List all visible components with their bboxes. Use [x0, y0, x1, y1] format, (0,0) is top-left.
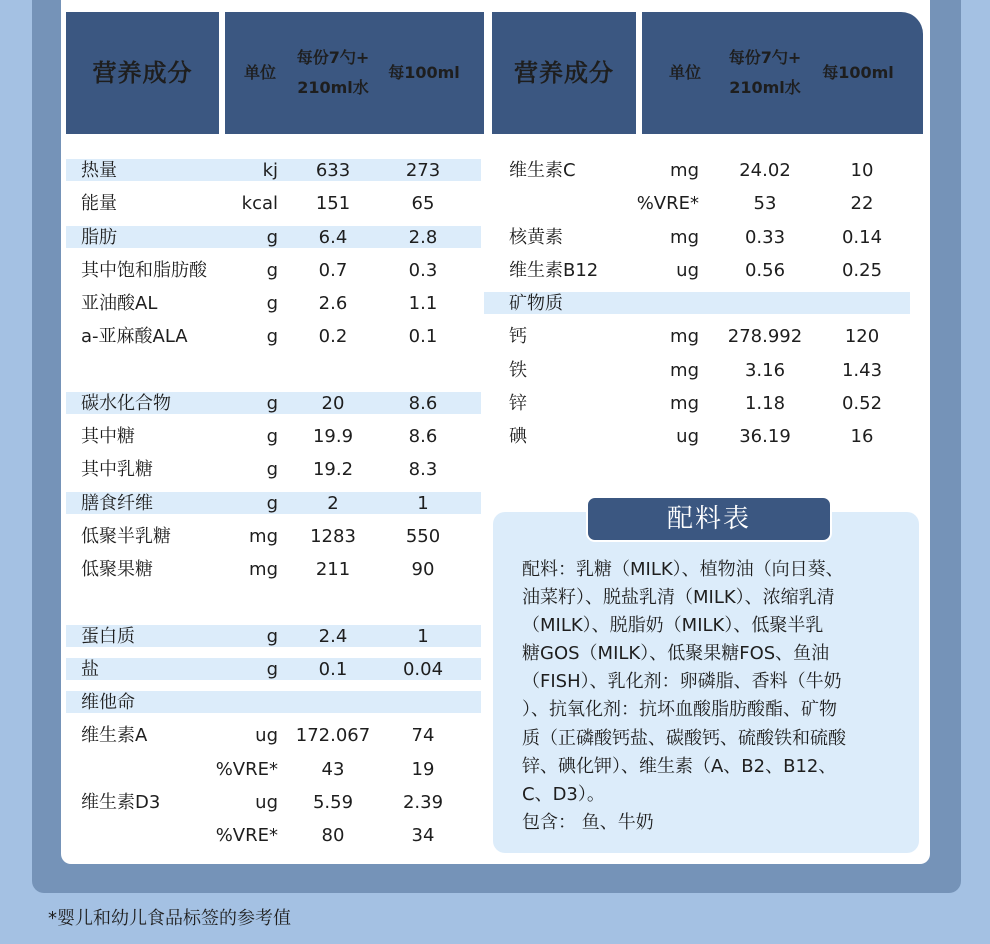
value-per-100ml [383, 686, 463, 719]
value-per-serving: 3.16 [744, 359, 786, 381]
nutrient-unit: %VRE* [636, 193, 699, 215]
value-per-100ml: 1 [417, 492, 429, 514]
nutrient-name: 碘 [509, 426, 527, 447]
value-per-serving: 0.2 [318, 326, 348, 348]
value-per-serving: 80 [321, 825, 345, 846]
nutrient-name: 铁 [509, 359, 527, 381]
nutrient-name: 亚油酸AL [81, 293, 158, 314]
header-unit-label: 单位 [243, 63, 276, 82]
value-per-100ml: 90 [411, 559, 435, 580]
value-per-100ml: 2.8 [408, 226, 438, 248]
nutrient-unit: g [266, 459, 278, 481]
value-per-100ml: 74 [411, 725, 435, 747]
value-per-100ml: 2.39 [402, 791, 444, 813]
value-per-100ml [822, 287, 902, 320]
value-per-100ml: 273 [405, 160, 441, 181]
nutrient-unit: g [266, 226, 278, 248]
value-per-serving [288, 586, 378, 619]
value-per-100ml: 16 [850, 426, 874, 447]
nutrient-name: 其中饱和脂肪酸 [81, 259, 207, 281]
value-per-serving: 43 [321, 758, 345, 780]
value-per-100ml: 550 [405, 525, 441, 547]
header-title-right: 营养成分 [514, 59, 614, 87]
value-per-100ml: 19 [411, 758, 435, 780]
value-per-100ml [383, 354, 463, 387]
value-per-100ml: 0.14 [841, 226, 883, 248]
nutrient-unit: g [266, 293, 278, 314]
nutrient-name: 能量 [81, 193, 117, 215]
ingredients-line: 锌、碘化钾）、维生素（A、B2、B12、 [522, 755, 837, 777]
footnote: *婴儿和幼儿食品标签的参考值 [48, 908, 291, 929]
header-per-serving-line1: 每份7勺+ [296, 48, 370, 67]
value-per-serving: 19.9 [312, 426, 354, 447]
value-per-serving [720, 287, 810, 320]
nutrient-unit: ug [255, 725, 278, 747]
nutrient-unit: %VRE* [215, 825, 278, 846]
nutrient-unit: mg [249, 525, 278, 547]
nutrient-name: 维生素B12 [509, 259, 599, 281]
nutrient-name: 盐 [81, 658, 99, 680]
ingredients-line: （MILK）、脱脂奶（MILK）、低聚半乳 [522, 615, 824, 637]
nutrient-unit [200, 586, 278, 619]
header-per100-right [813, 12, 903, 134]
value-per-serving: 0.56 [744, 259, 786, 281]
value-per-100ml: 1.43 [841, 359, 883, 381]
nutrient-unit [200, 354, 278, 387]
header-title-left: 营养成分 [92, 59, 193, 87]
nutrient-name: 维生素D3 [81, 791, 161, 813]
ingredients-line: 油菜籽）、脱盐乳清（MILK）、浓缩乳清 [522, 587, 835, 609]
nutrient-name: 其中乳糖 [81, 459, 153, 481]
nutrient-unit: mg [670, 226, 699, 248]
header-per100-left [379, 12, 469, 134]
value-per-100ml [383, 586, 463, 619]
value-per-100ml: 8.6 [408, 392, 438, 414]
nutrient-unit: g [266, 392, 278, 414]
value-per-100ml: 65 [411, 193, 435, 215]
value-per-100ml: 0.3 [408, 259, 438, 281]
nutrient-unit: mg [670, 392, 699, 414]
value-per-serving: 24.02 [739, 160, 791, 181]
nutrient-unit: g [266, 326, 278, 348]
nutrient-unit: mg [670, 359, 699, 381]
ingredients-line: 配料：乳糖（MILK）、植物油（向日葵、 [522, 559, 844, 580]
nutrient-name: 维生素A [81, 725, 148, 747]
header-per100-label: 每100ml [388, 63, 460, 82]
nutrient-name: 蛋白质 [81, 625, 135, 647]
header-unit-right [650, 12, 720, 134]
nutrient-unit: g [266, 658, 278, 680]
value-per-100ml: 0.1 [408, 326, 438, 348]
value-per-serving: 5.59 [312, 791, 354, 813]
header-per-serving-line2: 210ml水 [297, 78, 369, 97]
nutrient-unit: mg [670, 160, 699, 181]
value-per-100ml: 10 [850, 160, 874, 181]
ingredients-line: 糖GOS（MILK）、低聚果糖FOS、鱼油 [522, 643, 830, 665]
ingredients-line: （FISH）、乳化剂：卵磷脂、香料（牛奶 [522, 671, 842, 693]
value-per-100ml: 8.3 [408, 459, 438, 481]
nutrient-name: 维他命 [81, 692, 135, 713]
value-per-serving: 20 [321, 392, 345, 414]
value-per-serving: 6.4 [318, 226, 348, 248]
nutrient-name: 其中糖 [81, 426, 135, 447]
value-per-100ml: 34 [411, 825, 435, 846]
nutrient-unit: %VRE* [215, 758, 278, 780]
value-per-serving: 2.4 [318, 625, 348, 647]
value-per-serving: 2 [327, 492, 339, 514]
value-per-100ml: 1 [417, 625, 429, 647]
ingredients-text [522, 556, 898, 837]
nutrient-unit: g [266, 259, 278, 281]
nutrient-unit: kj [262, 160, 278, 181]
ingredients-title: 配料表 [586, 496, 832, 542]
nutrient-name: a-亚麻酸ALA [81, 326, 188, 348]
nutrient-name: 维生素C [509, 160, 576, 181]
value-per-serving: 2.6 [318, 293, 348, 314]
value-per-serving: 1283 [310, 525, 356, 547]
value-per-serving [288, 686, 378, 719]
value-per-serving: 0.33 [744, 226, 786, 248]
value-per-serving: 172.067 [295, 725, 371, 747]
ingredients-line: 质（正磷酸钙盐、碳酸钙、硫酸铁和硫酸 [522, 727, 846, 749]
header-per-serving-line1: 每份7勺+ [728, 48, 802, 67]
nutrient-unit: mg [249, 559, 278, 580]
nutrient-name: 低聚半乳糖 [81, 525, 171, 547]
value-per-serving: 211 [315, 559, 351, 580]
value-per-serving: 36.19 [739, 426, 791, 447]
ingredients-line: ）、抗氧化剂：抗坏血酸脂肪酸酯、矿物 [522, 699, 837, 721]
nutrient-name: 碳水化合物 [81, 392, 171, 414]
nutrient-unit: kcal [241, 193, 278, 215]
nutrient-name: 脂肪 [81, 226, 117, 248]
nutrient-unit [200, 686, 278, 719]
header-per100-label: 每100ml [822, 63, 894, 82]
nutrient-name: 矿物质 [509, 293, 563, 314]
value-per-serving: 151 [315, 193, 351, 215]
nutrient-name: 膳食纤维 [81, 492, 153, 514]
value-per-100ml: 1.1 [408, 293, 438, 314]
ingredients-line: C、D3）。 [522, 783, 605, 805]
nutrient-unit: ug [676, 259, 699, 281]
nutrient-unit: g [266, 625, 278, 647]
value-per-100ml: 120 [844, 326, 880, 348]
value-per-100ml: 0.04 [402, 658, 444, 680]
header-per-serving-right [715, 12, 815, 134]
nutrient-unit: mg [670, 326, 699, 348]
nutrient-name: 热量 [81, 160, 117, 181]
nutrient-unit: ug [255, 791, 278, 813]
value-per-serving: 1.18 [744, 392, 786, 414]
value-per-serving: 0.1 [318, 658, 348, 680]
nutrient-unit: ug [676, 426, 699, 447]
value-per-100ml: 0.25 [841, 259, 883, 281]
nutrient-name: 锌 [509, 392, 527, 414]
value-per-serving: 278.992 [727, 326, 803, 348]
value-per-serving: 19.2 [312, 459, 354, 481]
nutrient-name: 低聚果糖 [81, 559, 153, 580]
nutrient-unit: g [266, 492, 278, 514]
value-per-100ml: 8.6 [408, 426, 438, 447]
value-per-serving: 633 [315, 160, 351, 181]
value-per-100ml: 22 [850, 193, 874, 215]
nutrient-name: 钙 [509, 326, 527, 348]
nutrient-name: 核黄素 [509, 226, 563, 248]
ingredients-line: 包含： 鱼、牛奶 [522, 811, 654, 833]
value-per-serving: 53 [753, 193, 777, 215]
value-per-serving [288, 354, 378, 387]
value-per-100ml: 0.52 [841, 392, 883, 414]
nutrient-unit: g [266, 426, 278, 447]
value-per-serving: 0.7 [318, 259, 348, 281]
header-per-serving-left [283, 12, 383, 134]
nutrient-unit [600, 287, 699, 320]
header-per-serving-line2: 210ml水 [729, 78, 801, 97]
header-unit-label: 单位 [668, 63, 701, 82]
